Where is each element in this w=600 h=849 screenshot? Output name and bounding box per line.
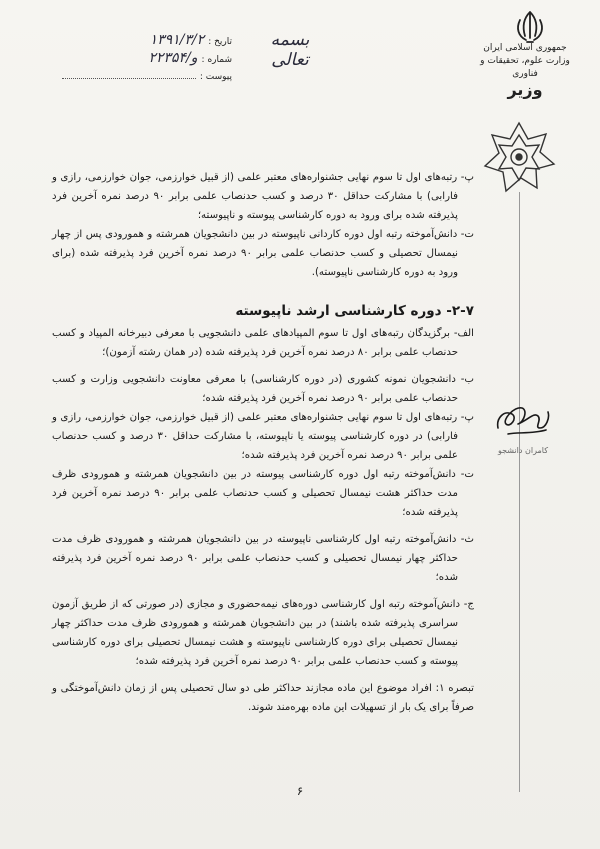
clause-te: ت- دانش‌آموخته رتبه اول دوره کارشناسی پیوسته در بین دانشجویان همرشته و همورودی ظرف مدت حداکثر هشت نیمسال تحصیلی و کسب حدنصاب علمی برابر ۹۰ درصد نمره آخرین فرد پذیرفته شده؛	[52, 469, 474, 518]
ministry-header	[470, 42, 580, 99]
margin-line	[519, 192, 520, 792]
attachment-row	[62, 68, 232, 86]
org-line-1: جمهوری اسلامی ایران	[483, 43, 567, 53]
number-row	[62, 50, 232, 68]
clause-se: ث- دانش‌آموخته رتبه اول کارشناسی ناپیوسته در بین دانشجویان همرشته و همورودی ظرف مدت حداکثر چهار نیمسال تحصیلی و کسب حدنصاب علمی برابر ۹۰ درصد نمره آخرین فرد پذیرفته شده؛	[52, 534, 474, 583]
clause-te-intro: ت- دانش‌آموخته رتبه اول دوره کاردانی ناپیوسته در بین دانشجویان همرشته و همورودی پس از چهار نیمسال تحصیلی و کسب حدنصاب علمی برابر ۹۰ درصد نمره آخرین فرد پذیرفته شده (برای ورود به دوره کارشناسی ناپیوسته).	[52, 229, 474, 278]
signature-name: کامران دانشجو	[497, 446, 549, 455]
number-label: شماره :	[201, 55, 232, 65]
basmala: بسمه تعالی	[270, 30, 310, 70]
section-title: ۲-۷- دوره کارشناسی ارشد ناپیوسته	[235, 303, 474, 319]
minister-signature	[488, 398, 558, 446]
attachment-label: پیوست :	[199, 72, 232, 82]
date-label: تاریخ :	[208, 37, 232, 47]
minister-title: وزیر	[507, 80, 543, 99]
ornament-icon	[482, 120, 556, 194]
clause-be: ب- دانشجویان نمونه کشوری (در دوره کارشناسی) با معرفی معاونت دانشجویی وزارت و کسب حدنصاب علمی برابر ۹۰ درصد نمره آخرین فرد پذیرفته شده؛	[52, 374, 474, 404]
org-line-2: وزارت علوم، تحقیقات و فناوری	[480, 56, 570, 79]
clause-alef: الف- برگزیدگان رتبه‌های اول تا سوم المپیادهای علمی دانشجویی با معرفی دبیرخانه المپیاد و کسب حدنصاب علمی برابر ۸۰ درصد نمره آخرین فرد پذیرفته شده (در همان رشته آزمون)؛	[52, 328, 474, 358]
date-value: ۱۳۹۱/۳/۲	[149, 32, 205, 48]
clause-jim: ج- دانش‌آموخته رتبه اول کارشناسی دوره‌های نیمه‌حضوری و مجازی (در صورتی که از طریق آزمون سراسری پذیرفته شده باشند) در بین دانشجویان همرشته و همورودی ظرف مدت حداکثر چهار نیمسال تحصیلی برای دوره کارشناسی ناپیوسته و هشت نیمسال تحصیلی برای دوره کارشناسی پیوسته و کسب حدنصاب علمی برابر ۹۰ درصد نمره آخرین فرد پذیرفته شده؛	[52, 599, 474, 667]
clause-pe: پ- رتبه‌های اول تا سوم نهایی جشنواره‌های معتبر علمی (از قبیل خوارزمی، جوان خوارزمی، رازی و فارابی) در دوره کارشناسی پیوسته یا ناپیوسته، با مشارکت حداقل ۳۰ درصد و کسب حدنصاب علمی برابر ۹۰ درصد نمره آخرین فرد پذیرفته شده؛	[52, 412, 474, 461]
page-number: ۶	[296, 784, 304, 798]
number-value: ۲۲۳۵۴/و	[148, 50, 198, 66]
letter-body	[52, 168, 474, 717]
note-1: تبصره ۱: افراد موضوع این ماده مجازند حداکثر طی دو سال تحصیلی پس از زمان دانش‌آموختگی و صرفاً برای یک بار از تسهیلات این ماده بهره‌مند شوند.	[52, 683, 474, 713]
letter-meta	[62, 32, 232, 86]
attachment-line	[62, 68, 196, 79]
date-row	[62, 32, 232, 50]
clause-pe-intro: پ- رتبه‌های اول تا سوم نهایی جشنواره‌های معتبر علمی (از قبیل خوارزمی، جوان خوارزمی، رازی و فارابی) با مشارکت حداقل ۳۰ درصد و کسب حدنصاب علمی برابر ۹۰ درصد نمره آخرین فرد پذیرفته شده برای ورود به دوره کارشناسی پیوسته و ناپیوسته؛	[52, 172, 474, 221]
